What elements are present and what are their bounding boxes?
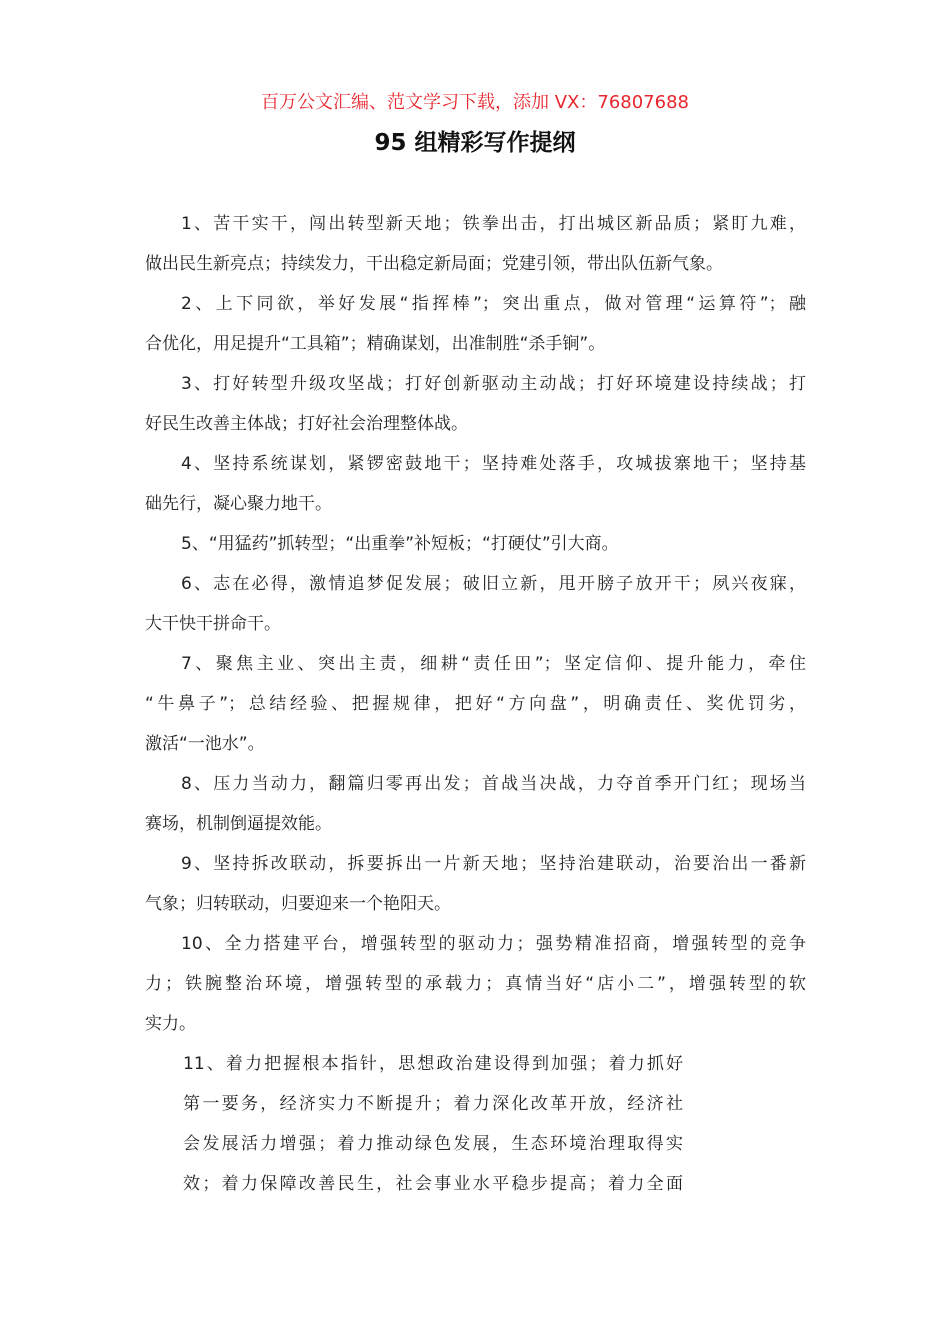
paragraph-line: 第一要务，经济实力不断提升；着力深化改革开放，经济社 [183,1094,683,1114]
paragraph-line: 赛场，机制倒逼提效能。 [145,814,332,834]
paragraph-line: 11、着力把握根本指针，思想政治建设得到加强；着力抓好 [183,1054,683,1074]
paragraph-8 [145,764,806,844]
paragraph-line: 4、坚持系统谋划，紧锣密鼓地干；坚持难处落手，攻城拔寨地干；坚持基 [181,454,806,474]
paragraph-line: 3、打好转型升级攻坚战；打好创新驱动主动战；打好环境建设持续战；打 [181,374,806,394]
paragraph-line: 力；铁腕整治环境，增强转型的承载力；真情当好“店小二”，增强转型的软 [145,974,806,994]
paragraph-5 [145,524,806,564]
paragraph-10 [145,924,806,1044]
paragraph-line: 气象；归转联动，归要迎来一个艳阳天。 [145,894,451,914]
paragraph-line: 6、志在必得，激情追梦促发展；破旧立新，甩开膀子放开干；夙兴夜寐， [181,574,806,594]
paragraph-1 [145,204,806,284]
paragraph-line: “牛鼻子”；总结经验、把握规律，把好“方向盘”，明确责任、奖优罚劣， [145,694,806,714]
paragraph-line: 2、上下同欲，举好发展“指挥棒”；突出重点，做对管理“运算符”；融 [181,294,806,314]
paragraph-line: 实力。 [145,1014,196,1034]
document-title: 95 组精彩写作提纲 [374,130,576,156]
watermark-banner: 百万公文汇编、范文学习下载，添加 VX：76807688 [261,92,689,113]
paragraph-line: 5、“用猛药”抓转型；“出重拳”补短板；“打硬仗”引大商。 [181,534,619,554]
paragraph-line: 好民生改善主体战；打好社会治理整体战。 [145,414,468,434]
document-body [145,204,806,1204]
paragraph-line: 8、压力当动力，翻篇归零再出发；首战当决战，力夺首季开门红；现场当 [181,774,806,794]
paragraph-2 [145,284,806,364]
paragraph-line: 7、聚焦主业、突出主责，细耕“责任田”；坚定信仰、提升能力，牵住 [181,654,806,674]
paragraph-4 [145,444,806,524]
paragraph-line: 激活“一池水”。 [145,734,265,754]
paragraph-line: 效；着力保障改善民生，社会事业水平稳步提高；着力全面 [183,1174,683,1194]
paragraph-line: 合优化，用足提升“工具箱”；精确谋划，出准制胜“杀手锏”。 [145,334,606,354]
paragraph-line: 9、坚持拆改联动，拆要拆出一片新天地；坚持治建联动，治要治出一番新 [181,854,806,874]
paragraph-line: 做出民生新亮点；持续发力，干出稳定新局面；党建引领，带出队伍新气象。 [145,254,723,274]
paragraph-3 [145,364,806,444]
paragraph-9 [145,844,806,924]
paragraph-line: 大干快干拼命干。 [145,614,281,634]
paragraph-line: 会发展活力增强；着力推动绿色发展，生态环境治理取得实 [183,1134,683,1154]
paragraph-11 [145,1044,806,1204]
paragraph-line: 础先行，凝心聚力地干。 [145,494,332,514]
paragraph-6 [145,564,806,644]
paragraph-7 [145,644,806,764]
paragraph-line: 1、苦干实干，闯出转型新天地；铁拳出击，打出城区新品质；紧盯九难， [181,214,806,234]
paragraph-line: 10、全力搭建平台，增强转型的驱动力；强势精准招商，增强转型的竞争 [181,934,806,954]
